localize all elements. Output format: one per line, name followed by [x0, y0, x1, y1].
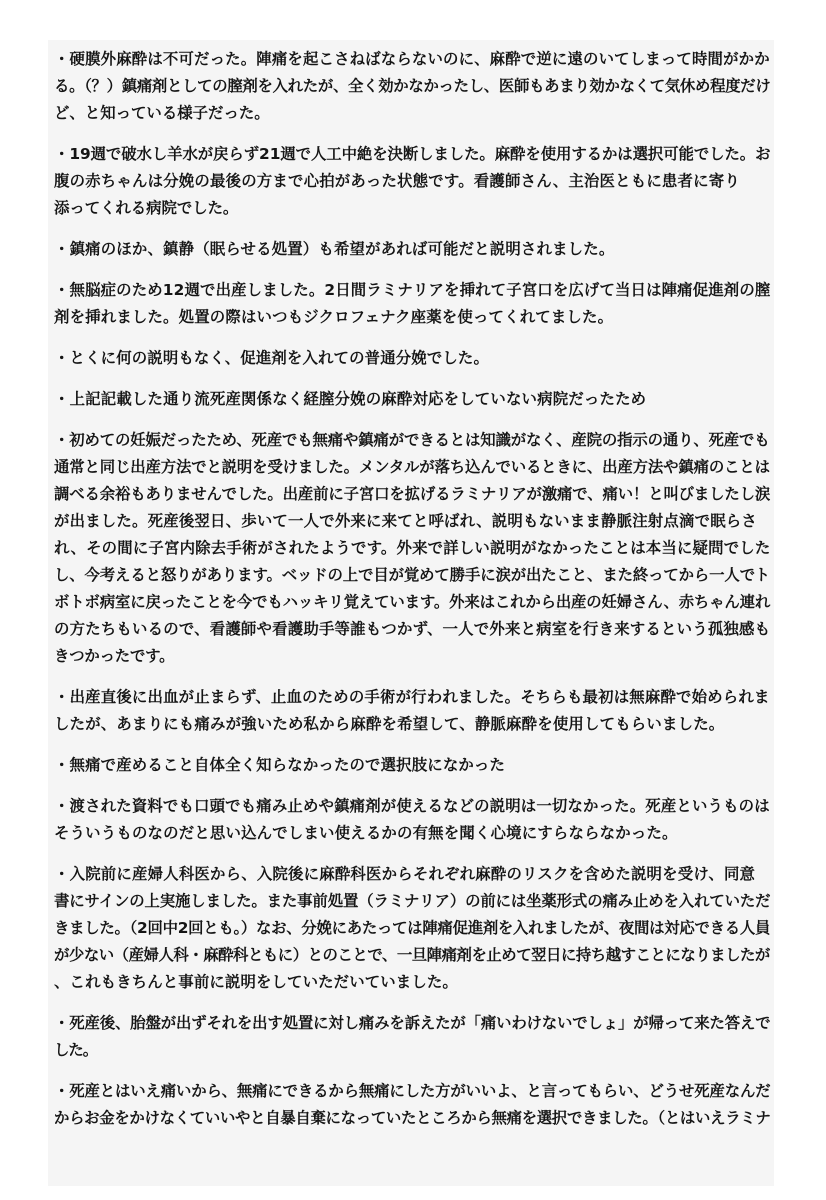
entry-line: ・初めての妊娠だったため、死産でも無痛や鎮痛ができるとは知識がなく、産院の指示の通り、死産でも	[54, 431, 770, 449]
response-entry	[54, 345, 774, 372]
entry-line: し、今考えると怒りがあります。ベッドの上で目が覚めて勝手に涙が出たこと、また終ってから一人でト	[54, 566, 770, 584]
response-entry	[54, 46, 774, 127]
response-entry	[54, 386, 774, 413]
response-entry	[54, 141, 774, 222]
response-entry	[54, 861, 774, 996]
entry-line: が出ました。死産後翌日、歩いて一人で外来に来てと呼ばれ、説明もないまま静脈注射点滴で眠らさ	[54, 512, 758, 530]
entry-line: きつかったです。	[54, 647, 175, 665]
entry-line: したが、あまりにも痛みが強いため私から麻酔を希望して、静脈麻酔を使用してもらいました。	[54, 715, 725, 733]
entry-line: ・とくに何の説明もなく、促進剤を入れての普通分娩でした。	[54, 349, 490, 367]
entry-line: れ、その間に子宮内除去手術がされたようです。外来で詳しい説明がなかったことは本当に疑問でした	[54, 539, 771, 557]
entry-line: 添ってくれる病院でした。	[54, 199, 239, 217]
response-entry	[54, 684, 774, 738]
response-entry	[54, 427, 774, 670]
entry-line: そういうものなのだと思い込んでしまい使えるかの有無を聞く心境にすらならなかった。	[54, 824, 678, 842]
entry-line: ・無痛で産めること自体全く知らなかったので選択肢になかった	[54, 756, 506, 774]
response-entry	[54, 1078, 774, 1132]
entry-line: 通常と同じ出産方法でと説明を受けました。メンタルが落ち込んでいるときに、出産方法や鎮痛のことは	[54, 458, 770, 476]
document-panel	[48, 40, 774, 1186]
entry-line: ・死産後、胎盤が出ずそれを出す処置に対し痛みを訴えたが「痛いわけないでしょ」が帰って来た答えで	[54, 1014, 771, 1032]
response-entry	[54, 236, 774, 263]
entry-line: ・無脳症のため12週で出産しました。2日間ラミナリアを挿れて子宮口を広げて当日は陣痛促進剤の膣	[54, 281, 771, 299]
entry-line: 調べる余裕もありませんでした。出産前に子宮口を拡げるラミナリアが激痛で、痛い！と叫びましたし涙	[54, 485, 771, 503]
entry-line: ・鎮痛のほか、鎮静（眠らせる処置）も希望があれば可能だと説明されました。	[54, 240, 615, 258]
response-entry	[54, 1010, 774, 1064]
entry-line: した。	[54, 1041, 98, 1059]
entry-line: ・出産直後に出血が止まらず、止血のための手術が行われました。そちらも最初は無麻酔で始められま	[54, 688, 770, 706]
entry-line: ど、と知っている様子だった。	[54, 104, 270, 122]
entry-line: からお金をかけなくていいやと自暴自棄になっていたところから無痛を選択できました。（とはいえラミナ	[54, 1109, 771, 1127]
entry-line: ・死産とはいえ痛いから、無痛にできるから無痛にした方がいいよ、と言ってもらい、どうせ死産なんだ	[54, 1082, 771, 1100]
entry-line: ボトボ病室に戻ったことを今でもハッキリ覚えています。外来はこれから出産の妊婦さん、赤ちゃん連れ	[54, 593, 771, 611]
entry-line: ・入院前に産婦人科医から、入院後に麻酔科医からそれぞれ麻酔のリスクを含めた説明を受け、同意	[54, 865, 756, 883]
entry-line: きました。（2回中2回とも。）なお、分娩にあたっては陣痛促進剤を入れましたが、夜間は対応できる人員	[54, 919, 771, 937]
entry-line: ・渡された資料でも口頭でも痛み止めや鎮痛剤が使えるなどの説明は一切なかった。死産というものは	[54, 797, 770, 815]
entry-line: 腹の赤ちゃんは分娩の最後の方まで心拍があった状態です。看護師さん、主治医ともに患者に寄り	[54, 172, 740, 190]
entry-line: 、これもきちんと事前に説明をしていただいていました。	[54, 973, 458, 991]
entry-line: ・硬膜外麻酔は不可だった。陣痛を起こさねばならないのに、麻酔で逆に遠のいてしまって時間がかか	[54, 50, 770, 68]
entry-line: ・上記記載した通り流死産関係なく経膣分娩の麻酔対応をしていない病院だったため	[54, 390, 647, 408]
entry-line: が少ない（産婦人科・麻酔科ともに）とのことで、一旦陣痛剤を止めて翌日に持ち越すことになりましたが	[54, 946, 770, 964]
entry-line: 剤を挿れました。処置の際はいつもジクロフェナク座薬を使ってくれてました。	[54, 308, 614, 326]
entry-line: の方たちもいるので、看護師や看護助手等誰もつかず、一人で外来と病室を行き来するという孤独感も	[54, 620, 771, 638]
entry-line: ・19週で破水し羊水が戻らず21週で人工中絶を決断しました。麻酔を使用するかは選択可能でした。お	[54, 145, 771, 163]
entry-line: る。（？）鎮痛剤としての膣剤を入れたが、全く効かなかったし、医師もあまり効かなくて気休め程度だけ	[54, 77, 771, 95]
response-entry	[54, 277, 774, 331]
entry-line: 書にサインの上実施しました。また事前処置（ラミナリア）の前には坐薬形式の痛み止めを入れていただ	[54, 892, 771, 910]
response-entry	[54, 793, 774, 847]
response-entry	[54, 752, 774, 779]
